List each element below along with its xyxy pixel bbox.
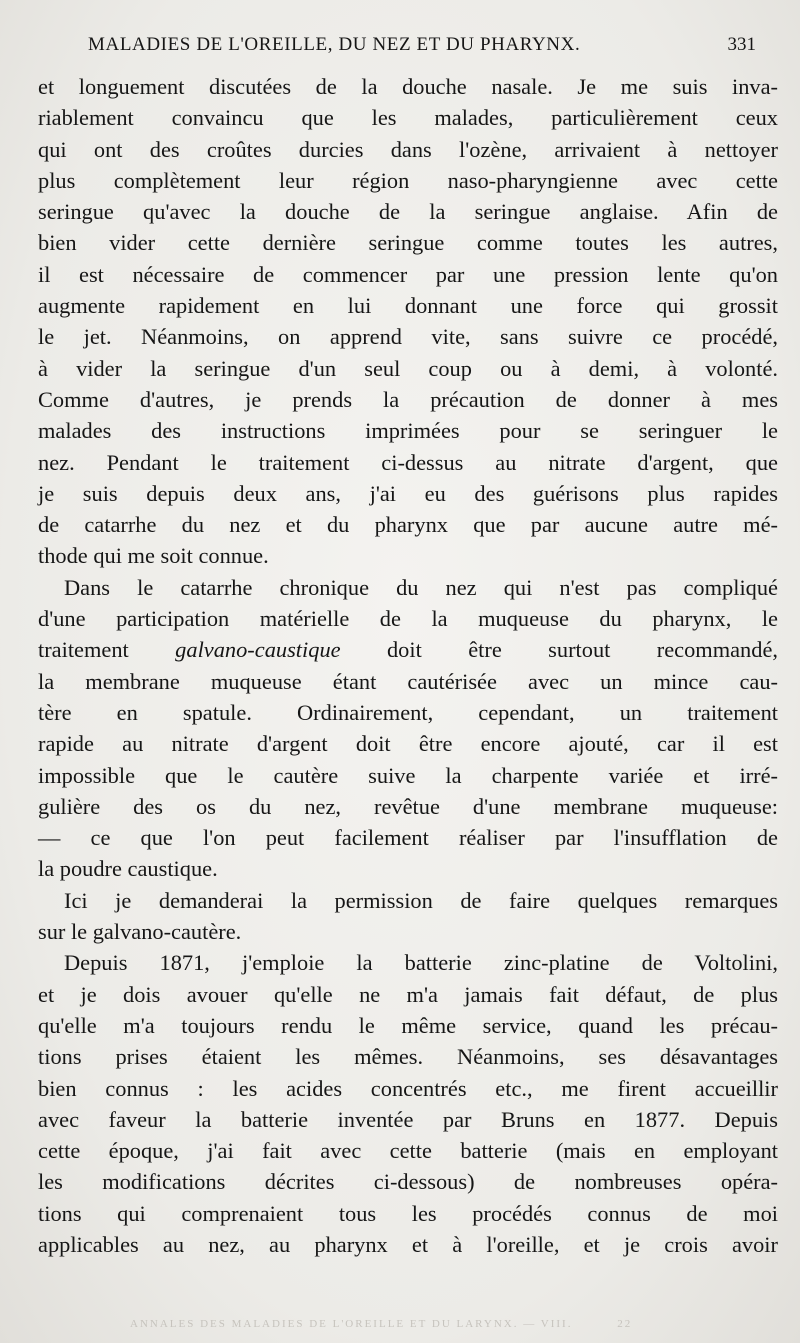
text-segment: doit être surtout recommandé, — [340, 637, 778, 663]
italic-term: galvano-caustique — [175, 637, 341, 663]
text-segment: traitement — [38, 637, 176, 663]
running-title: MALADIES DE L'OREILLE, DU NEZ ET DU PHARYNX. — [88, 34, 581, 55]
text-line: les modifications décrites ci-dessous) de nombreuses opéra- — [38, 1169, 778, 1195]
text-line: gulière des os du nez, revêtue d'une membrane muqueuse: — [38, 793, 778, 819]
text-line: et longuement discutées de la douche nasale. Je me suis inva- — [38, 74, 778, 99]
text-line: augmente rapidement en lui donnant une force qui grossit — [38, 293, 778, 319]
text-line: impossible que le cautère suive la charpente variée et irré- — [38, 762, 778, 788]
text-line: thode qui me soit connue. — [38, 543, 269, 569]
text-line: il est nécessaire de commencer par une pression lente qu'on — [38, 261, 778, 287]
signature-mark: 22 — [617, 1318, 633, 1330]
page-number: 331 — [727, 34, 756, 55]
text-line: qu'elle m'a toujours rendu le même service, quand les précau- — [38, 1012, 778, 1038]
text-line: cette époque, j'ai fait avec cette batterie (mais en employant — [38, 1138, 778, 1164]
text-line: de catarrhe du nez et du pharynx que par aucune autre mé- — [38, 512, 778, 538]
text-line: qui ont des croûtes durcies dans l'ozène, arrivaient à nettoyer — [38, 136, 778, 162]
text-line: tions qui comprenaient tous les procédés connus de moi — [38, 1200, 778, 1226]
text-line: sur le galvano-cautère. — [38, 919, 242, 945]
text-line: riablement convaincu que les malades, particulièrement ceux — [38, 105, 778, 131]
paragraph-start-line: Dans le catarrhe chronique du nez qui n'est pas compliqué — [64, 574, 778, 600]
text-line: Comme d'autres, je prends la précaution de donner à mes — [38, 386, 778, 412]
text-line: tions prises étaient les mêmes. Néanmoins, ses désavantages — [38, 1044, 778, 1070]
paragraph-start-line: Depuis 1871, j'emploie la batterie zinc-platine de Voltolini, — [64, 950, 778, 976]
text-line: et je dois avouer qu'elle ne m'a jamais fait défaut, de plus — [38, 981, 778, 1007]
running-foot-text: ANNALES DES MALADIES DE L'OREILLE ET DU LARYNX. — VIII. — [130, 1318, 573, 1330]
page-header — [88, 34, 768, 62]
text-line: d'une participation matérielle de la muqueuse du pharynx, le — [38, 606, 778, 632]
text-line: je suis depuis deux ans, j'ai eu des guérisons plus rapides — [38, 480, 778, 506]
text-line: malades des instructions imprimées pour se seringuer le — [38, 418, 778, 444]
text-line: tère en spatule. Ordinairement, cependant, un traitement — [38, 699, 778, 725]
text-line: seringue qu'avec la douche de la seringue anglaise. Afin de — [38, 199, 778, 225]
text-line: — ce que l'on peut facilement réaliser par l'insufflation de — [38, 825, 778, 851]
text-line: la poudre caustique. — [38, 856, 218, 882]
text-line: plus complètement leur région naso-pharyngienne avec cette — [38, 167, 778, 193]
running-foot — [130, 1318, 690, 1330]
text-line: la membrane muqueuse étant cautérisée avec un mince cau- — [38, 668, 778, 694]
text-line: à vider la seringue d'un seul coup ou à demi, à volonté. — [38, 355, 778, 381]
text-line: rapide au nitrate d'argent doit être encore ajouté, car il est — [38, 731, 778, 757]
paragraph-start-line: Ici je demanderai la permission de faire quelques remarques — [64, 887, 778, 913]
text-line — [38, 634, 778, 665]
body-text — [38, 71, 778, 1260]
text-line: nez. Pendant le traitement ci-dessus au nitrate d'argent, que — [38, 449, 778, 475]
text-line: bien vider cette dernière seringue comme toutes les autres, — [38, 230, 778, 256]
text-line: applicables au nez, au pharynx et à l'oreille, et je crois avoir — [38, 1231, 778, 1257]
text-line: bien connus : les acides concentrés etc., me firent accueillir — [38, 1075, 778, 1101]
text-line: avec faveur la batterie inventée par Bruns en 1877. Depuis — [38, 1106, 778, 1132]
text-line: le jet. Néanmoins, on apprend vite, sans suivre ce procédé, — [38, 324, 778, 350]
